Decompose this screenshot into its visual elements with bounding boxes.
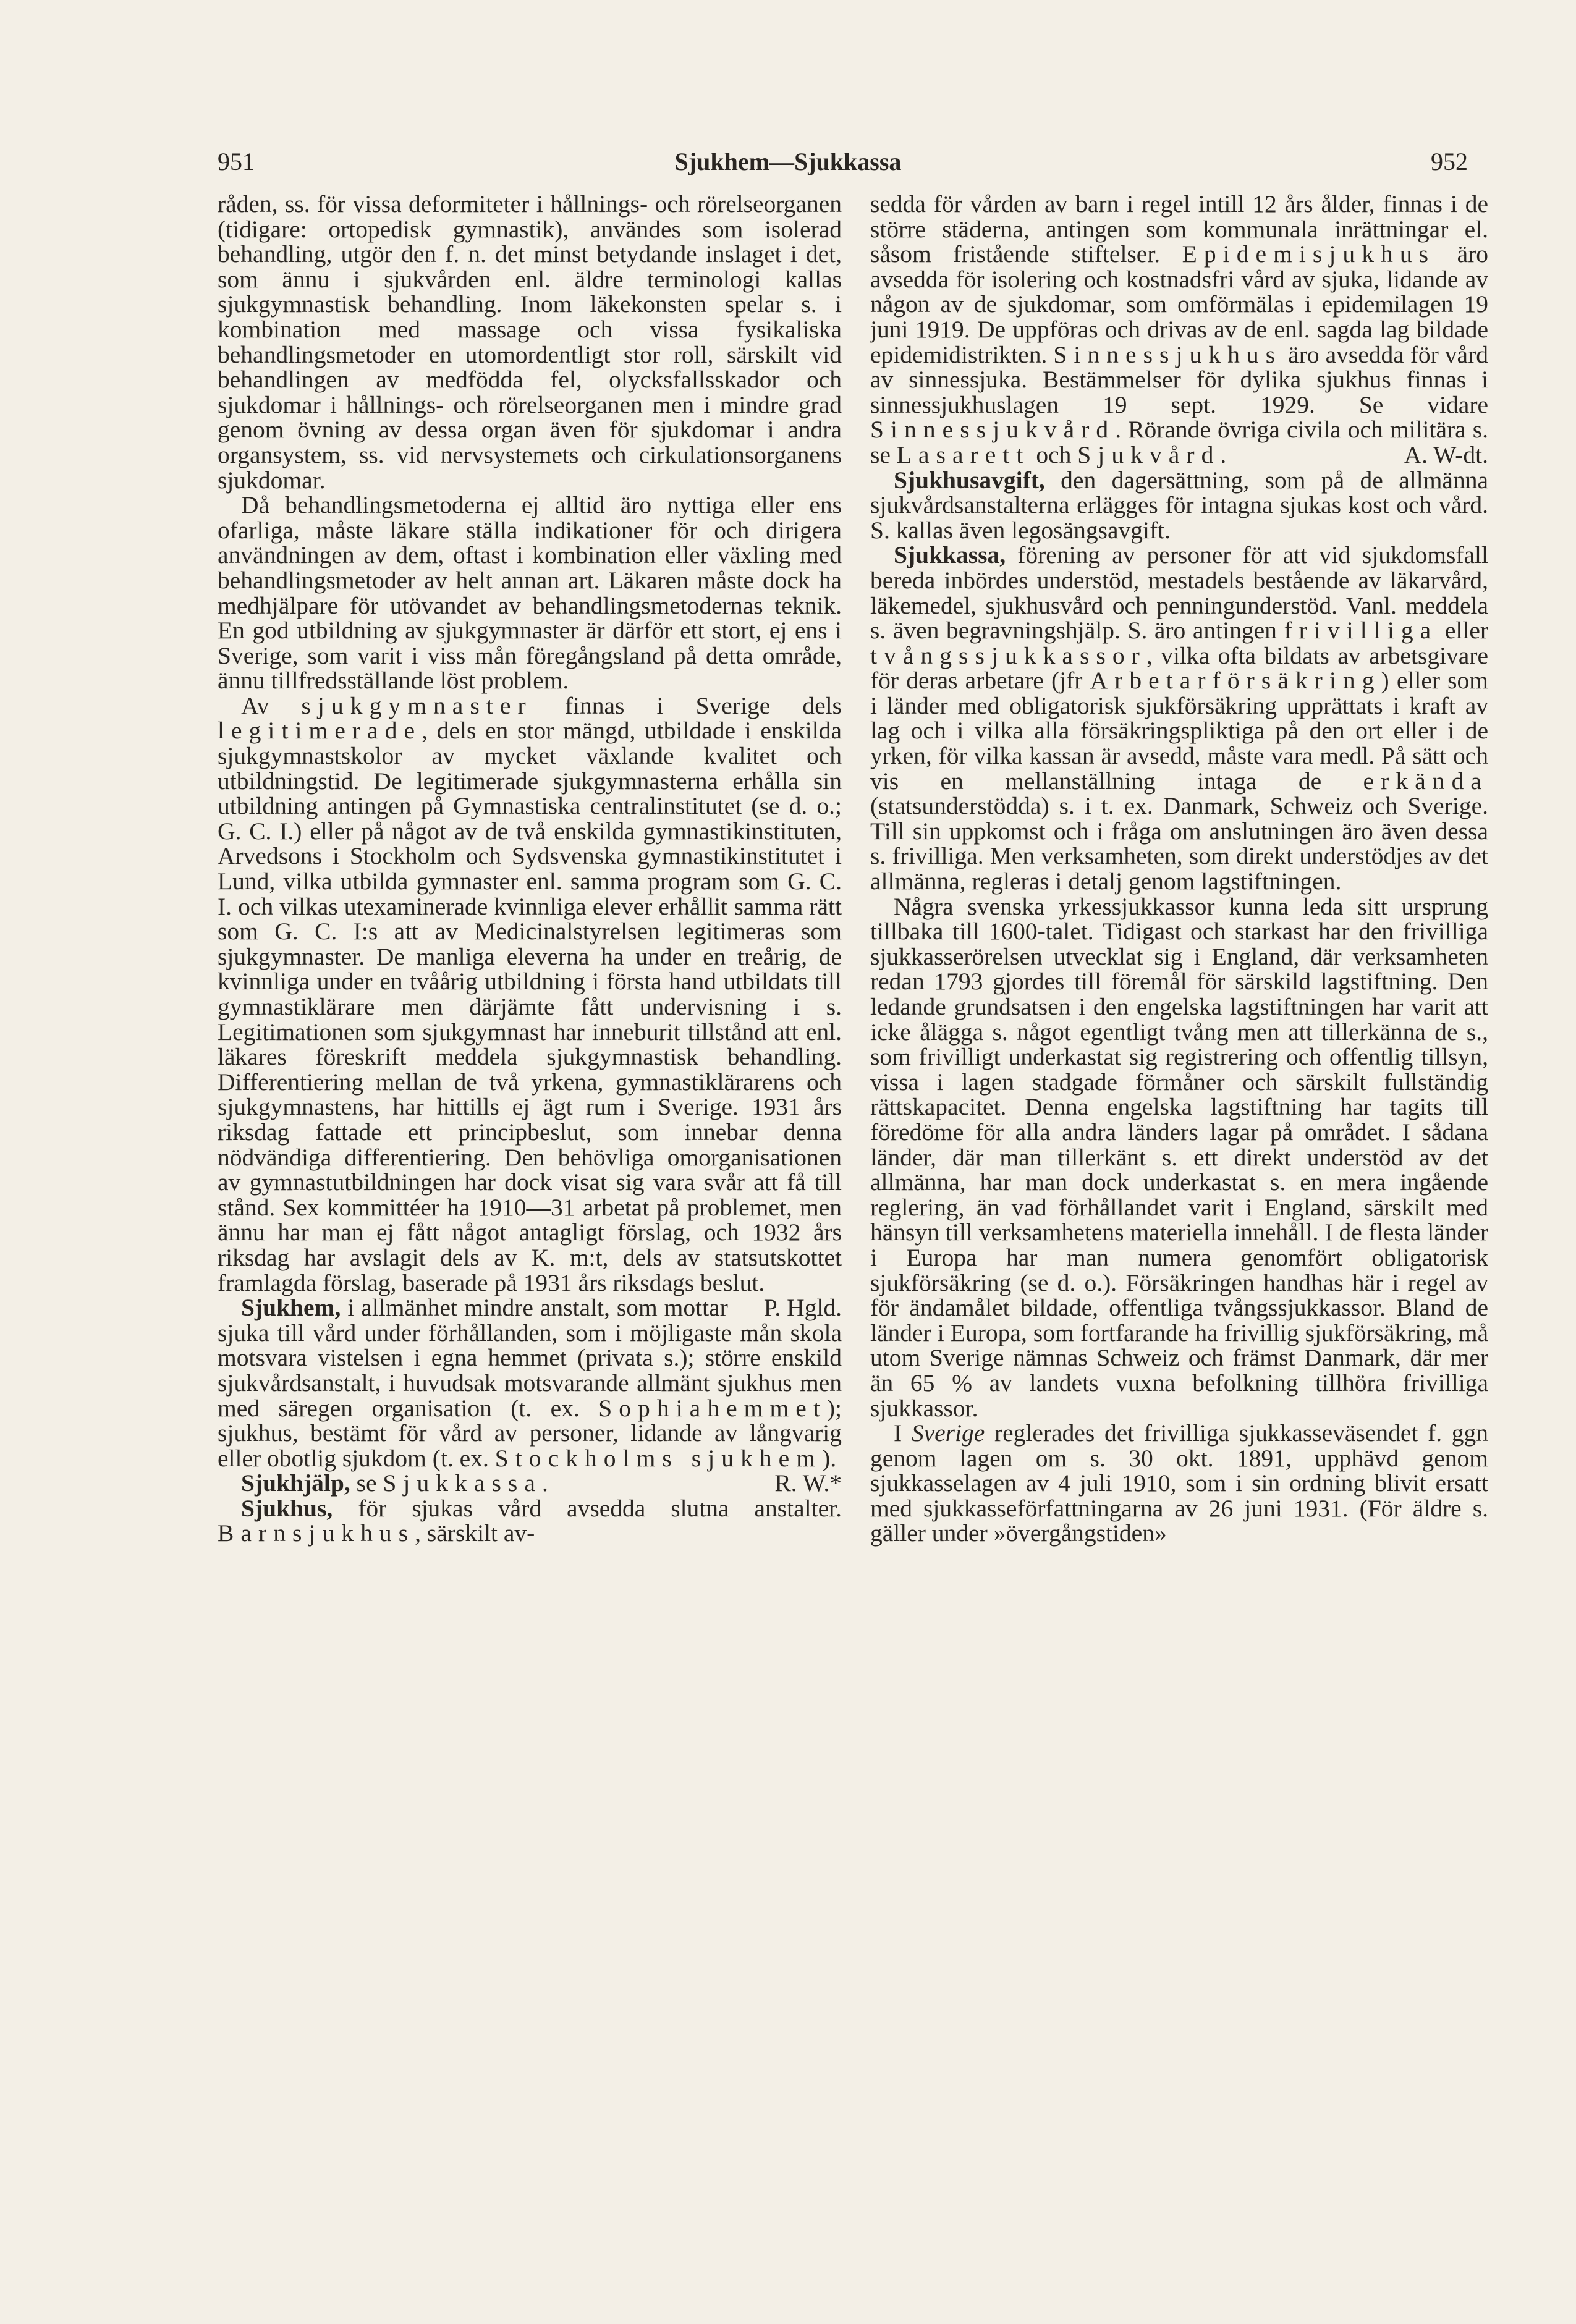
- text-run: se: [356, 1469, 377, 1497]
- paragraph: råden, ss. för vissa deformiteter i hållnings- och rörelseorganen (tidigare: ortopedisk gymnastik), användes som isolerad behandling, utgör den f. n. det minst betydande inslaget i det, som ännu i sjukvården enl. äldre terminologi kallas sjukgymnastisk behandling. Inom läkekonsten spelar s. i kombination med massage och vissa fysikaliska behandlingsmetoder en utomordentligt stor roll, särskilt vid behandlingen av medfödda fel, olycksfallsskador och sjukdomar i hållnings- och rörelseorganen men i mindre grad genom övning av dessa organ även för sjukdomar i andra organsystem, ss. vid nervsystemets och cirkulationsorganens sjukdomar.: [218, 192, 842, 494]
- text-run: Av: [241, 691, 269, 719]
- spaced-term: Epidemisjukhus: [1182, 240, 1436, 268]
- spaced-term: Barnsjukhus: [218, 1519, 415, 1547]
- paragraph: Då behandlingsmetoderna ej alltid äro nyttiga eller ens ofarliga, måste läkare ställa indikationer för och dirigera användningen av dem, oftast i kombination eller växling med behandlingsmetoder av helt annan art. Läkaren måste dock ha medhjälpare för utövandet av behandlingsmetodernas teknik. En god utbildning av sjukgymnaster är därför ett stort, ej ens i Sverige, som varit i viss mån föregångsland på detta område, ännu tillfredsställande löst problem.: [218, 491, 842, 695]
- spaced-term: Sophiahemmet: [598, 1394, 827, 1422]
- text-run: ) eller som i länder med obligatorisk sjukförsäkring upprättats i kraft av lag och i vilka alla försäkringspliktiga på den ort eller i de yrken, för vilka kassan är avsedd, måste vara medl. På sätt och vis en mellanställning intaga de: [870, 667, 1488, 795]
- page-header: [0, 147, 1576, 184]
- running-title: Sjukhem—Sjukkassa: [674, 148, 902, 175]
- text-run: .: [541, 1469, 548, 1497]
- entry-sjukhus: [218, 1496, 842, 1546]
- entry-headword: Sjukhusavgift,: [894, 466, 1045, 494]
- text-run: (statsunderstödda) s. i t. ex. Danmark, Schweiz och Sverige. Till sin uppkomst och i fråga om anslutningen äro även dessa s. frivilliga. Men verksamheten, som direkt understödjes av det allmänna, regleras i detalj genom lagstiftningen.: [870, 792, 1488, 895]
- text-run: . Rörande övriga civila och militära s. se: [870, 416, 1488, 468]
- left-column: [218, 192, 842, 2280]
- spaced-term: Sinnessjukhus: [1053, 340, 1282, 368]
- entry-sjukkassa: [870, 543, 1488, 894]
- spaced-term: sjukgymnaster: [301, 691, 533, 719]
- paragraph: [870, 192, 1488, 468]
- text-run: äro avsedda för vård av sinnessjuka. Bestämmelser för dylika sjukhus finnas i sinnessjukhuslagen 19 sept. 1929. Se vidare: [870, 340, 1488, 418]
- entry-headword: Sjukkassa,: [894, 541, 1006, 569]
- text-run: reglerades det frivilliga sjukkasseväsendet f. ggn genom lagen om s. 30 okt. 1891, upphävd genom sjukkasselagen av 4 juli 1910, som i sin ordning blivit ersatt med sjukkasseförfattningarna av 26 juni 1931. (För äldre s. gäller under »övergångstiden»: [870, 1419, 1488, 1547]
- text-run: för sjukas vård avsedda slutna anstalter.: [358, 1494, 842, 1522]
- author-signature: A. W-dt.: [1404, 441, 1488, 468]
- text-run: i allmänhet mindre anstalt, som mottar sjuka till vård under förhållanden, som i möjligaste mån skola motsvara vistelsen i egna hemmet (privata s.); större enskild sjukvårdsanstalt, i huvudsak motsvarande allmänt sjukhus men med säregen organisation (t. ex.: [218, 1294, 842, 1422]
- entry-sjukhusavgift: [870, 468, 1488, 543]
- text-run: ).: [822, 1444, 837, 1472]
- spaced-term: erkända: [1363, 767, 1488, 795]
- spaced-term: legitimerade: [218, 717, 422, 745]
- cross-reference: Sinnessjukvård: [870, 416, 1116, 444]
- text-run: , dels en stor mängd, utbildade i enskilda sjukgymnastskolor av mycket växlande kvalitet och utbildningstid. De legitimerade sjukgymnasterna erhålla sin utbildning antingen på Gymnastiska centralinstitutet (se d. o.; G. C. I.) eller på något av de två enskilda gymnastikinstituten, Arvedsons i Stockholm och Sydsvenska gymnastikinstitutet i Lund, vilka utbilda gymnaster enl. samma program som G. C. I. och vilkas utexaminerade kvinnliga elever erhållit samma rätt som G. C. I:s att av Medicinalstyrelsen legitimeras som sjukgymnaster. De manliga eleverna ha under en treårig, de kvinnliga under en tvåårig utbildning i första hand utbildats till gymnastiklärare men därjämte fått undervisning i s. Legitimationen som sjukgymnast har inneburit tillstånd att enl. läkares föreskrift meddela sjukgymnastisk behandling. Differentiering mellan de två yrkena, gymnastiklärarens och sjukgymnastens, har hittills ej ägt rum i Sverige. 1931 års riksdag fattade ett principbeslut, som innebar denna nödvändiga differentiering. Den behövliga omorganisationen av gymnastutbildningen har dock visat sig vara svår att få till stånd. Sex kommittéer ha 1910—31 arbetat på problemet, men ännu har man ej fått något antagligt förslag, och 1932 års riksdag har avslagit dels av K. m:t, dels av statsutskottet framlagda förslag, baserade på 1931 års riksdags beslut.: [218, 717, 842, 1296]
- cross-reference: Lasarett: [896, 441, 1030, 468]
- text-run: .: [1220, 441, 1227, 468]
- spaced-term: Stockholms sjukhem: [494, 1444, 823, 1472]
- text-run: och: [1036, 441, 1072, 468]
- page-number-right: 952: [1431, 148, 1468, 175]
- text-run: eller: [1444, 617, 1488, 644]
- author-signature: P. Hgld.: [763, 1294, 842, 1322]
- text-run: förening av personer för att vid sjukdomsfall bereda inbördes understöd, mestadels bestående av läkarvård, läkemedel, sjukhusvård och penningunderstöd. Vanl. meddela s. även begravningshjälp. S. äro antingen: [870, 541, 1488, 644]
- italic-term: Sverige: [911, 1419, 985, 1447]
- paragraph: Några svenska yrkessjukkassor kunna leda sitt ursprung tillbaka till 1600-talet. Tidigast och starkast har den frivilliga sjukkasserörelsen utvecklat sig i England, där verksamheten redan 1793 gjordes till föremål för särskild lagstiftning. Den ledande grundsatsen i den engelska lagstiftningen har varit att icke ålägga s. något egentligt tvång men att tillerkänna de s., som frivilligt underkastat sig registrering och offentlig tillsyn, vissa i lagen stadgade förmåner och särskilt fullständig rättskapacitet. Denna engelska lagstiftning har tagits till föredöme för alla andra länders lagar på området. I sådana länder, där man tillerkänt s. ett direkt understöd av det allmänna, har man dock underkastat s. en mera ingående reglering, än vad förhållandet varit i England, särskilt med hänsyn till verksamhetens materiella innehåll. I de flesta länder i Europa har man numera genomfört obligatorisk sjukförsäkring (se d. o.). Försäkringen handhas här i regel av för ändamålet bildade, offentliga tvångssjukkassor. Bland de länder i Europa, som fortfarande ha frivillig sjukförsäkring, må utom Sverige nämnas Schweiz och främst Danmark, där mer än 65 % av landets vuxna befolkning tillhöra frivilliga sjukkassor.: [870, 892, 1488, 1422]
- page-number-left: 951: [218, 148, 255, 175]
- entry-headword: Sjukhus,: [241, 1494, 333, 1522]
- entry-headword: Sjukhjälp,: [241, 1469, 350, 1497]
- text-run: finnas i Sverige dels: [564, 691, 842, 719]
- text-run: I: [894, 1419, 902, 1447]
- right-column: [870, 192, 1488, 2280]
- spaced-term: tvångssjukkassor: [870, 641, 1146, 669]
- cross-reference: Sjukvård: [1077, 441, 1221, 468]
- cross-reference: Arbetarförsäkring: [1090, 667, 1381, 695]
- text-run: , vilka ofta bildats av arbetsgivare för deras arbetare (jfr: [870, 641, 1488, 695]
- author-signature: R. W.*: [774, 1469, 842, 1497]
- text-run: äro avsedda för isolering och kostnadsfri vård av sjuka, lidande av någon av de sjukdomar, som omförmälas i epidemilagen 19 juni 1919. De uppföras och drivas av de enl. sagda lag bildade epidemidistrikten.: [870, 240, 1488, 368]
- spaced-term: frivilliga: [1284, 617, 1438, 644]
- entry-sjukhjalp: [218, 1471, 842, 1496]
- text-run: sedda för vården av barn i regel intill 12 års ålder, finnas i de större städerna, antingen som kommunala inrättningar el. såsom fristående stiftelser.: [870, 192, 1488, 268]
- paragraph: [870, 1421, 1488, 1546]
- text-run: , särskilt av-: [415, 1519, 535, 1547]
- entry-headword: Sjukhem,: [241, 1294, 341, 1322]
- cross-reference: Sjukkassa: [383, 1469, 542, 1497]
- text-run: den dagersättning, som på de allmänna sjukvårdsanstalterna erlägges för intagna sjukas kost och vård. S. kallas även legosängsavgift.: [870, 466, 1488, 544]
- text-run: ); sjukhus, bestämt för vård av personer, lidande av långvarig eller obotlig sjukdom (t. ex.: [218, 1394, 842, 1472]
